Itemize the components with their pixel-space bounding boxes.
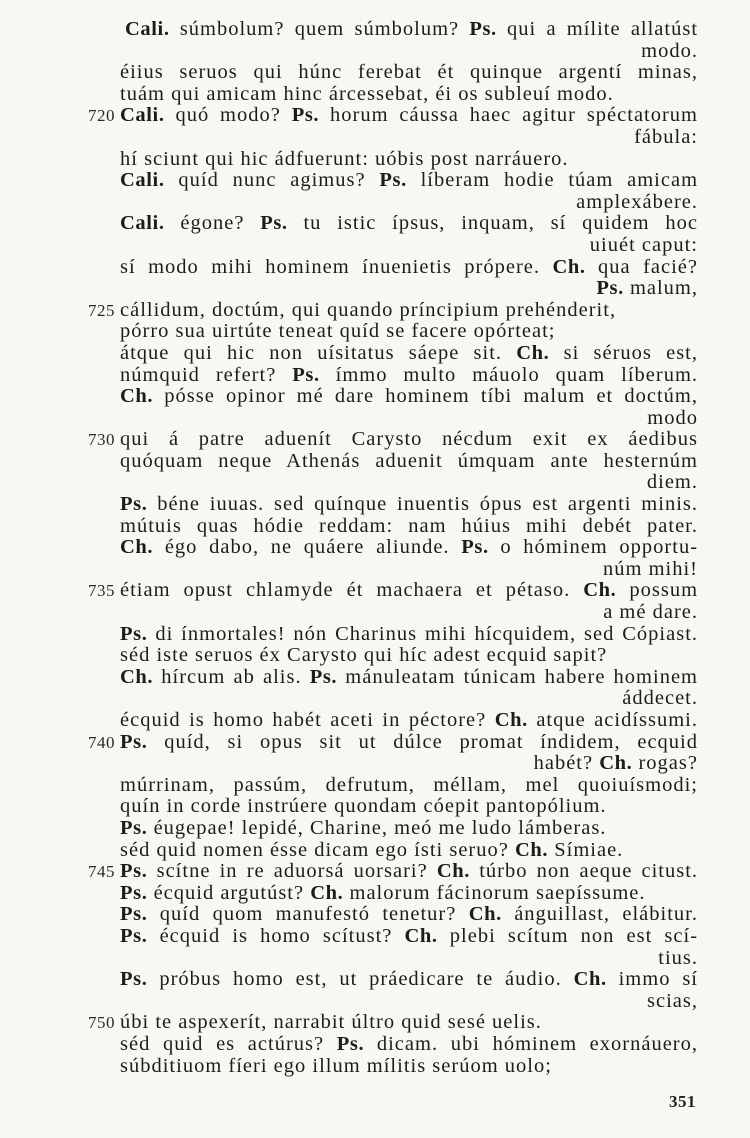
verse-text: plebi scítum non est scí-: [449, 924, 699, 947]
verse-line-text: [120, 365, 698, 387]
verse-line-text: [120, 537, 698, 559]
verse-text: súbditiuom fíeri ego illum mílitis serúom uolo;: [120, 1054, 552, 1077]
verse-line: [0, 300, 750, 322]
verse-text: líberam hodie túam amicam: [420, 169, 699, 192]
speaker-name: Ch.: [552, 255, 586, 278]
verse-line-text: [120, 688, 698, 710]
speaker-name: Cali.: [120, 104, 165, 127]
speaker-name: Cali.: [120, 169, 165, 192]
verse-text: quíd nunc agimus?: [178, 169, 366, 192]
verse-line-text: [120, 386, 698, 408]
verse-line: [0, 710, 750, 732]
verse-text: qua facié?: [598, 255, 698, 278]
verse-line: [0, 537, 750, 559]
verse-line: [0, 343, 750, 365]
verse-text: malum,: [629, 277, 698, 300]
verse-line-text: [120, 775, 698, 797]
speaker-name: Ps.: [469, 18, 497, 40]
speaker-name: Ps.: [291, 104, 320, 127]
verse-text: ánguillast, elábitur.: [514, 903, 698, 926]
verse-text: ímmo multo máuolo quam líberum.: [335, 363, 699, 386]
verse-line-text: [120, 516, 698, 538]
verse-line-text: [120, 408, 698, 430]
verse-turnover-line: [0, 559, 750, 581]
verse-text: mútuis quas hódie reddam: nam húius mihi debét pater.: [120, 514, 698, 537]
speaker-name: Ps.: [120, 881, 148, 904]
verse-text: tu istic ípsus, inquam, sí quidem hoc: [303, 212, 698, 235]
verse-line-text: [120, 1034, 698, 1056]
verse-text: égo dabo, ne quáere aliunde.: [164, 536, 450, 559]
verse-line: [0, 213, 750, 235]
verse-text: éiius seruos qui húnc ferebat ét quinque argentí minas,: [120, 61, 698, 84]
verse-text: immo sí: [618, 968, 698, 991]
speaker-name: Ps.: [336, 1032, 365, 1055]
verse-turnover-line: [0, 948, 750, 970]
verse-text: dicam. ubi hóminem exornáuero,: [376, 1032, 698, 1055]
verse-line-text: [120, 904, 698, 926]
verse-line-text: [120, 948, 698, 970]
verse-text: quín in corde instrúere quondam cóepit pantopólium.: [120, 795, 607, 818]
verse-line: [0, 926, 750, 948]
speaker-name: Ch.: [120, 536, 154, 559]
verse-line-text: [120, 667, 698, 689]
verse-text: étiam opust chlamyde ét machaera et pétaso.: [120, 579, 571, 602]
speaker-name: Ch.: [404, 924, 438, 947]
verse-line: [0, 84, 750, 106]
verse-turnover-line: [0, 41, 750, 63]
verse-line-text: [120, 429, 698, 451]
speaker-name: Ps.: [260, 212, 288, 235]
verse-text: cállidum, doctúm, qui quando príncipium prehénderit,: [120, 298, 617, 321]
verse-text: súmbolum? quem súmbolum?: [179, 18, 460, 40]
speaker-name: Ps.: [120, 816, 148, 839]
line-number: 740: [88, 732, 115, 752]
speaker-name: Ch.: [599, 752, 633, 775]
verse-line: [0, 321, 750, 343]
verse-line-text: [120, 559, 698, 581]
line-number: 720: [88, 106, 115, 126]
verse-text: uiuét caput:: [589, 233, 698, 256]
verse-text: diem.: [646, 471, 698, 494]
verse-line: [0, 386, 750, 408]
verse-line-text: [125, 19, 698, 41]
verse-line: [0, 1056, 750, 1078]
verse-turnover-line: [0, 278, 750, 300]
verse-line-text: [120, 991, 698, 1013]
verse-text: quó modo?: [175, 104, 281, 127]
verse-line: [0, 645, 750, 667]
line-number: 750: [88, 1013, 115, 1033]
verse-text: rogas?: [638, 752, 698, 775]
verse-text: si séruos est,: [563, 341, 699, 364]
verse-text: quóquam neque Athenás aduenit úmquam ante hesternúm: [120, 449, 698, 472]
verse-line: [0, 1034, 750, 1056]
speaker-name: Ch.: [516, 341, 550, 364]
verse-text: o hóminem opportu-: [500, 536, 699, 559]
verse-turnover-line: [0, 991, 750, 1013]
verse-line: [0, 62, 750, 84]
verse-text: pósse opinor mé dare hominem tíbi malum et doctúm,: [164, 385, 699, 408]
verse-text: séd iste seruos éx Carysto qui híc adest ecquid sapit?: [120, 644, 608, 667]
verse-line-text: [120, 105, 698, 127]
verse-text: Símiae.: [554, 838, 624, 861]
verse-text: écquid is homo habét aceti in péctore?: [120, 709, 487, 731]
verse-line-text: [120, 796, 698, 818]
line-number: 725: [88, 300, 115, 320]
verse-line-text: [120, 494, 698, 516]
verse-text: núm mihi!: [603, 557, 698, 580]
verse-text-block: [0, 19, 750, 1077]
verse-turnover-line: [0, 688, 750, 710]
verse-text: tuám qui amicam hinc árcessebat, éi os subleuí modo.: [120, 82, 614, 105]
verse-line-text: [120, 861, 698, 883]
speaker-name: Ps.: [120, 622, 148, 645]
verse-line: [0, 969, 750, 991]
verse-text: úbi te aspexerít, narrabit últro quid sesé uelis.: [120, 1011, 542, 1034]
verse-text: a mé dare.: [603, 601, 698, 624]
verse-text: écquid is homo scítust?: [159, 924, 393, 947]
verse-line-text: [120, 84, 698, 106]
verse-text: átque qui hic non uísitatus sáepe sit.: [120, 341, 503, 364]
speaker-name: Ch.: [436, 860, 471, 883]
verse-line: [0, 257, 750, 279]
speaker-name: Ch.: [514, 838, 549, 861]
verse-turnover-line: [0, 472, 750, 494]
verse-line: [0, 818, 750, 840]
verse-line: [0, 580, 750, 602]
verse-line: [0, 429, 750, 451]
verse-line: [0, 170, 750, 192]
verse-line-text: [120, 753, 698, 775]
line-number: 735: [88, 581, 115, 601]
verse-text: sí modo mihi hominem ínuenietis própere.: [120, 255, 541, 278]
verse-text: modo.: [641, 39, 698, 62]
verse-line-text: [120, 300, 698, 322]
speaker-name: Ps.: [379, 169, 407, 192]
speaker-name: Ps.: [120, 730, 148, 753]
verse-line: [0, 667, 750, 689]
verse-text: éugepae! lepidé, Charine, meó me ludo lámberas.: [153, 816, 607, 839]
verse-text: écquid argutúst?: [153, 881, 305, 904]
verse-text: túrbo non aeque citust.: [479, 860, 699, 883]
page-number: 351: [669, 1092, 696, 1111]
line-number: 745: [88, 862, 115, 882]
speaker-name: Ps.: [596, 277, 624, 300]
verse-line: [0, 624, 750, 646]
verse-line-text: [120, 624, 698, 646]
verse-text: horum cáussa haec agitur spéctatorum: [330, 104, 699, 127]
verse-text: béne iuuas. sed quínque inuentis ópus est argenti minis.: [157, 493, 698, 516]
verse-text: hírcum ab alis.: [161, 665, 302, 688]
speaker-name: Ch.: [468, 903, 502, 926]
verse-text: habét?: [533, 752, 594, 775]
verse-line-text: [120, 235, 698, 257]
verse-line-text: [120, 170, 698, 192]
verse-text: possum: [629, 579, 699, 602]
verse-text: fábula:: [634, 125, 698, 148]
verse-text: séd quid es actúrus?: [120, 1032, 325, 1055]
verse-line: [0, 732, 750, 754]
speaker-name: Ch.: [583, 579, 617, 602]
verse-turnover-line: [0, 753, 750, 775]
verse-text: númquid refert?: [120, 363, 277, 386]
verse-text: scítne in re aduorsá uorsari?: [156, 860, 428, 883]
verse-line: [0, 19, 750, 41]
verse-line: [0, 1012, 750, 1034]
verse-line: [0, 883, 750, 905]
verse-line-text: [120, 926, 698, 948]
verse-line: [0, 840, 750, 862]
verse-text: quíd quom manufestó tenetur?: [159, 903, 457, 926]
verse-line: [0, 775, 750, 797]
verse-turnover-line: [0, 192, 750, 214]
verse-line-text: [120, 213, 698, 235]
verse-line-text: [120, 278, 698, 300]
verse-line: [0, 904, 750, 926]
verse-line: [0, 494, 750, 516]
verse-line: [0, 365, 750, 387]
verse-line: [0, 796, 750, 818]
verse-text: hí sciunt qui hic ádfuerunt: uóbis post narráuero.: [120, 147, 569, 170]
verse-turnover-line: [0, 602, 750, 624]
verse-line-text: [120, 62, 698, 84]
verse-text: múrrinam, passúm, defrutum, méllam, mel quoiuísmodi;: [120, 773, 698, 796]
verse-text: mánuleatam túnicam habere hominem: [345, 665, 698, 688]
verse-line-text: [120, 645, 698, 667]
verse-line-text: [120, 343, 698, 365]
speaker-name: Ch.: [310, 881, 344, 904]
verse-line-text: [120, 710, 698, 732]
verse-text: atque acidíssumi.: [536, 709, 698, 731]
verse-line-text: [120, 580, 698, 602]
verse-line-text: [120, 840, 698, 862]
verse-line: [0, 516, 750, 538]
verse-line-text: [120, 321, 698, 343]
speaker-name: Ps.: [309, 665, 338, 688]
speaker-name: Ps.: [120, 860, 148, 883]
verse-text: amplexábere.: [576, 190, 698, 213]
verse-line-text: [120, 1012, 698, 1034]
verse-text: égone?: [180, 212, 245, 235]
verse-turnover-line: [0, 235, 750, 257]
verse-text: scias,: [647, 989, 698, 1012]
verse-text: qui a mílite allatúst: [507, 18, 699, 40]
verse-text: modo: [647, 406, 698, 429]
verse-line-text: [120, 1056, 698, 1078]
line-number: 730: [88, 430, 115, 450]
verse-line: [0, 149, 750, 171]
verse-text: pórro sua uirtúte teneat quíd se facere opórteat;: [120, 320, 556, 343]
speaker-name: Ch.: [120, 665, 154, 688]
verse-text: qui á patre aduenít Carysto nécdum exit ex áedibus: [120, 428, 698, 451]
verse-line-text: [120, 149, 698, 171]
speaker-name: Ch.: [120, 385, 154, 408]
verse-line-text: [120, 602, 698, 624]
verse-turnover-line: [0, 408, 750, 430]
speaker-name: Ps.: [120, 903, 148, 926]
speaker-name: Cali.: [120, 212, 165, 235]
verse-text: séd quid nomen ésse dicam ego ísti seruo?: [120, 838, 509, 861]
verse-line-text: [120, 451, 698, 473]
speaker-name: Ps.: [461, 536, 489, 559]
verse-text: tius.: [658, 946, 698, 969]
verse-text: próbus homo est, ut práedicare te áudio.: [159, 968, 562, 991]
speaker-name: Ps.: [120, 968, 148, 991]
verse-line-text: [120, 127, 698, 149]
verse-line-text: [120, 257, 698, 279]
verse-turnover-line: [0, 127, 750, 149]
verse-line-text: [120, 818, 698, 840]
speaker-name: Cali.: [125, 18, 170, 40]
verse-line-text: [120, 732, 698, 754]
verse-line-text: [120, 192, 698, 214]
verse-text: áddecet.: [622, 687, 698, 710]
speaker-name: Ps.: [120, 924, 148, 947]
verse-text: malorum fácinorum saepíssume.: [349, 881, 646, 904]
verse-text: quíd, si opus sit ut dúlce promat índidem, ecquid: [164, 730, 699, 753]
verse-line-text: [120, 41, 698, 63]
speaker-name: Ps.: [120, 493, 148, 516]
speaker-name: Ps.: [292, 363, 320, 386]
speaker-name: Ch.: [494, 709, 528, 731]
verse-line: [0, 861, 750, 883]
verse-line-text: [120, 883, 698, 905]
verse-line-text: [120, 969, 698, 991]
verse-text: di ínmortales! nón Charinus mihi hícquidem, sed Cópiast.: [155, 622, 699, 645]
verse-line-text: [120, 472, 698, 494]
verse-line: [0, 451, 750, 473]
speaker-name: Ch.: [573, 968, 607, 991]
verse-line: [0, 105, 750, 127]
